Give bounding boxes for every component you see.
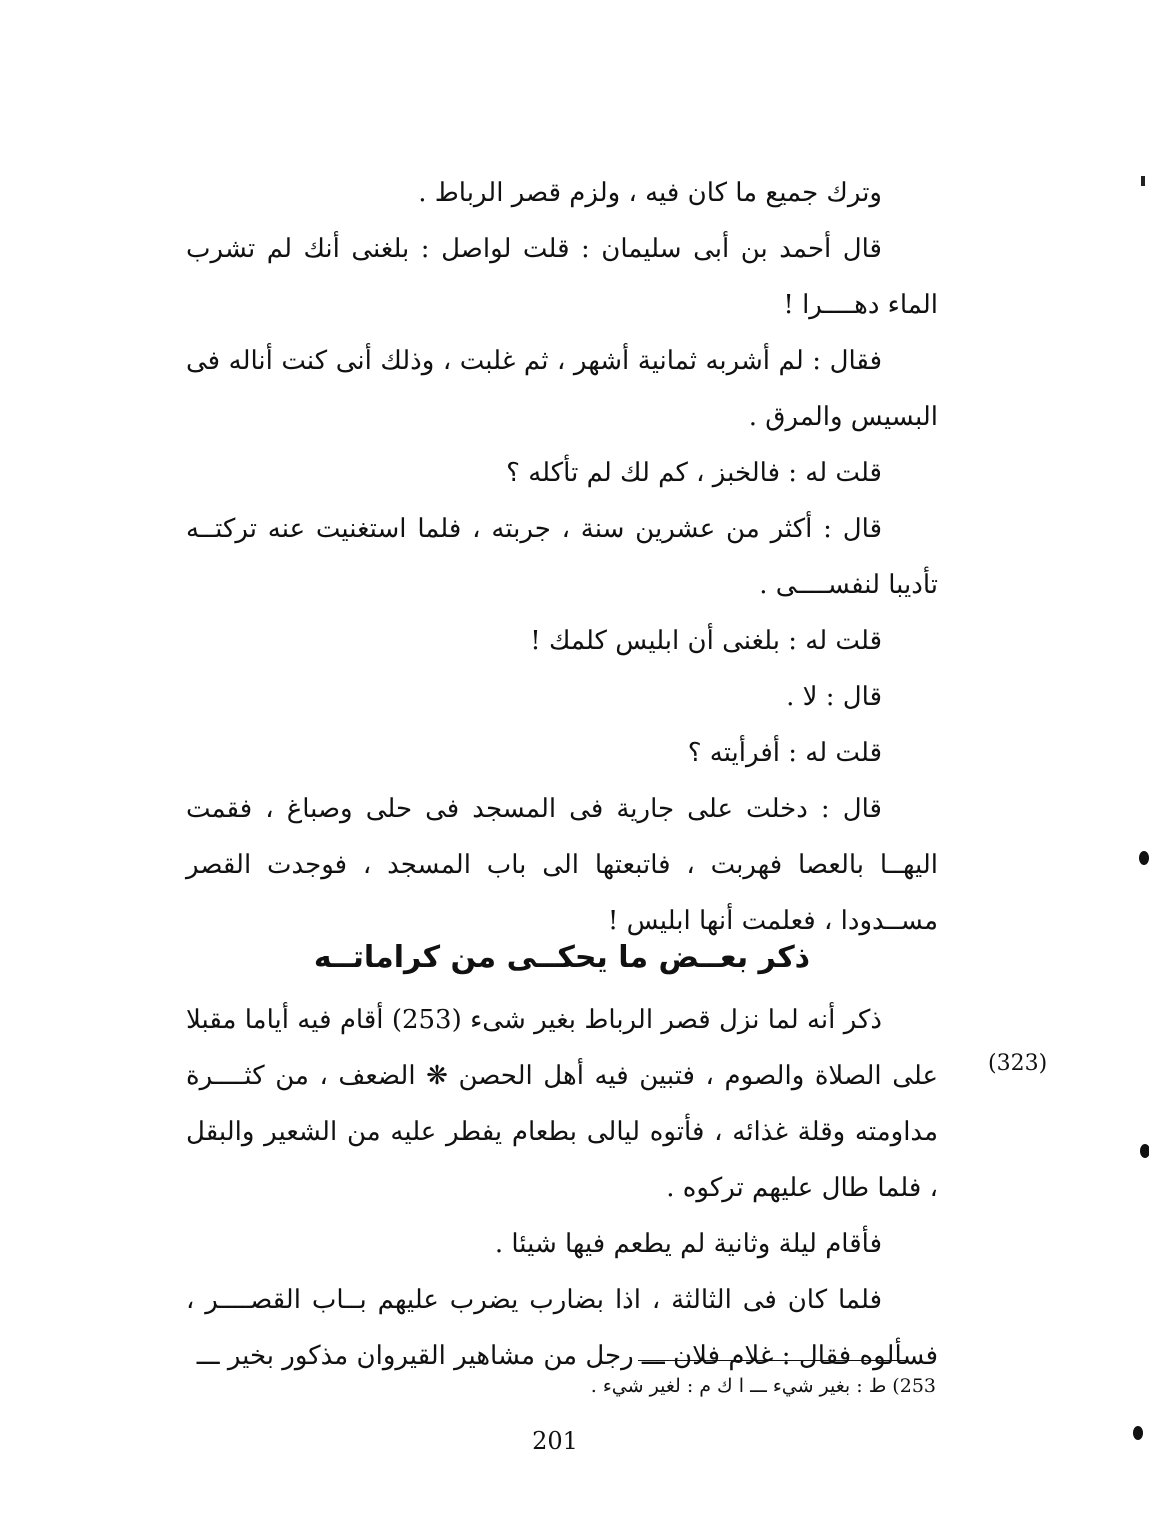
edge-mark	[1141, 176, 1145, 186]
punch-dot	[1140, 1144, 1149, 1158]
margin-reference-number: (323)	[988, 1051, 1048, 1076]
paragraph: قلت له : أفرأيته ؟	[687, 738, 882, 768]
body-text-bottom	[186, 992, 938, 1384]
page-number: 201	[532, 1427, 578, 1455]
paragraph: ذكر أنه لما نزل قصر الرباط بغير شىء (253) أقام فيه أياما مقبلا على الصلاة والصوم ، فتبين فيه أهل الحصن ❋ الضعف ، من كثــــرة مداومته وقلة غذائه ، فأتوه ليالى بطعام يفطر عليه من الشعير والبقل ، فلما طال عليهم تركوه .	[186, 1005, 938, 1203]
punch-dot	[1139, 851, 1149, 865]
paragraph: فقال : لم أشربه ثمانية أشهر ، ثم غلبت ، وذلك أنى كنت أناله فى البسيس والمرق .	[186, 346, 938, 432]
paragraph: قال : أكثر من عشرين سنة ، جربته ، فلما استغنيت عنه تركتــه تأديبا لنفســــى .	[186, 514, 938, 600]
paragraph: قلت له : بلغنى أن ابليس كلمك !	[530, 626, 882, 656]
paragraph: قال أحمد بن أبى سليمان : قلت لواصل : بلغنى أنك لم تشرب الماء دهــــرا !	[186, 234, 938, 320]
footnote: 253) ط : بغير شيء ـــ ا ك م : لغير شيء .	[590, 1375, 936, 1397]
punch-dot	[1133, 1426, 1143, 1440]
paragraph: قال : دخلت على جارية فى المسجد فى حلى وصباغ ، فقمت اليهــا بالعصا فهربت ، فاتبعتها الى باب المسجد ، فوجدت القصر مســدودا ، فعلمت أنها ابليس !	[186, 794, 939, 936]
paragraph: فلما كان فى الثالثة ، اذا بضارب يضرب عليهم بــاب القصــــر ، فسألوه فقال : غلام فلان ـــ رجل من مشاهير القيروان مذكور بخير ـــ	[186, 1285, 938, 1371]
paragraph: فأقام ليلة وثانية لم يطعم فيها شيئا .	[494, 1229, 882, 1259]
paragraph: قلت له : فالخبز ، كم لك لم تأكله ؟	[506, 458, 882, 488]
footnote-divider	[638, 1360, 906, 1361]
section-heading: ذكر بعــض ما يحكــى من كراماتــه	[313, 940, 811, 975]
paragraph: قال : لا .	[786, 682, 882, 712]
paragraph: وترك جميع ما كان فيه ، ولزم قصر الرباط .	[418, 178, 882, 208]
body-text-top	[186, 165, 938, 949]
